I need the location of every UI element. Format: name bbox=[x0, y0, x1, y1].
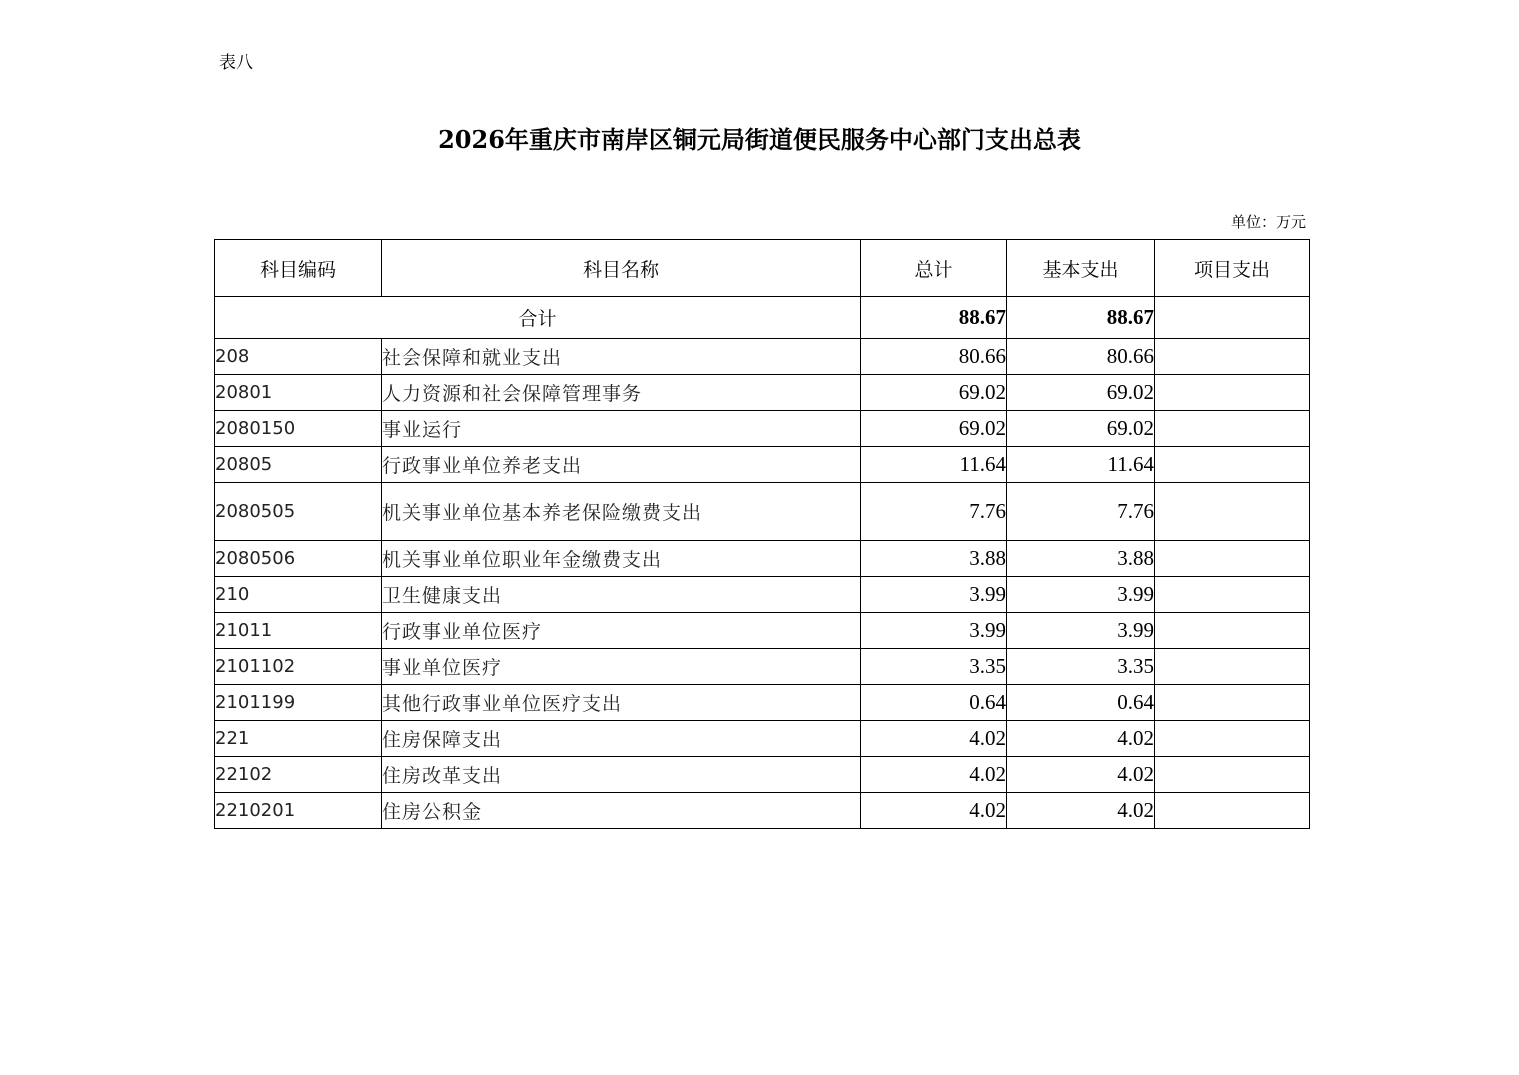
table-row bbox=[215, 541, 1310, 577]
row-project bbox=[1155, 375, 1310, 411]
row-code: 20805 bbox=[215, 447, 382, 483]
row-code: 22102 bbox=[215, 757, 382, 793]
header-code: 科目编码 bbox=[215, 240, 382, 297]
row-total: 4.02 bbox=[861, 721, 1007, 757]
total-project bbox=[1155, 297, 1310, 339]
row-code: 210 bbox=[215, 577, 382, 613]
row-code: 2101199 bbox=[215, 685, 382, 721]
row-name: 行政事业单位养老支出 bbox=[382, 447, 861, 483]
row-total: 3.99 bbox=[861, 613, 1007, 649]
row-name: 其他行政事业单位医疗支出 bbox=[382, 685, 861, 721]
row-code: 221 bbox=[215, 721, 382, 757]
row-project bbox=[1155, 721, 1310, 757]
table-row bbox=[215, 411, 1310, 447]
row-code: 2080505 bbox=[215, 483, 382, 541]
row-basic: 11.64 bbox=[1007, 447, 1155, 483]
row-name: 事业单位医疗 bbox=[382, 649, 861, 685]
row-project bbox=[1155, 541, 1310, 577]
table-row bbox=[215, 685, 1310, 721]
row-basic: 3.88 bbox=[1007, 541, 1155, 577]
row-project bbox=[1155, 411, 1310, 447]
row-total: 3.88 bbox=[861, 541, 1007, 577]
row-name: 人力资源和社会保障管理事务 bbox=[382, 375, 861, 411]
table-number: 表八 bbox=[219, 53, 253, 73]
document-title: 2026年重庆市南岸区铜元局街道便民服务中心部门支出总表 bbox=[438, 125, 1081, 154]
row-total: 7.76 bbox=[861, 483, 1007, 541]
row-basic: 4.02 bbox=[1007, 793, 1155, 829]
row-project bbox=[1155, 793, 1310, 829]
row-basic: 0.64 bbox=[1007, 685, 1155, 721]
row-basic: 80.66 bbox=[1007, 339, 1155, 375]
row-project bbox=[1155, 685, 1310, 721]
row-name: 卫生健康支出 bbox=[382, 577, 861, 613]
row-code: 2210201 bbox=[215, 793, 382, 829]
table-row bbox=[215, 721, 1310, 757]
header-name: 科目名称 bbox=[382, 240, 861, 297]
header-total: 总计 bbox=[861, 240, 1007, 297]
row-code: 208 bbox=[215, 339, 382, 375]
row-basic: 4.02 bbox=[1007, 721, 1155, 757]
header-basic: 基本支出 bbox=[1007, 240, 1155, 297]
row-name: 行政事业单位医疗 bbox=[382, 613, 861, 649]
row-project bbox=[1155, 757, 1310, 793]
table-row bbox=[215, 577, 1310, 613]
row-name: 社会保障和就业支出 bbox=[382, 339, 861, 375]
row-basic: 3.99 bbox=[1007, 613, 1155, 649]
row-project bbox=[1155, 339, 1310, 375]
row-project bbox=[1155, 447, 1310, 483]
unit-label: 单位：万元 bbox=[1230, 213, 1306, 231]
row-project bbox=[1155, 577, 1310, 613]
row-code: 2080506 bbox=[215, 541, 382, 577]
row-project bbox=[1155, 483, 1310, 541]
total-total: 88.67 bbox=[861, 297, 1007, 339]
row-name: 机关事业单位职业年金缴费支出 bbox=[382, 541, 861, 577]
row-code: 2080150 bbox=[215, 411, 382, 447]
expenditure-table bbox=[214, 239, 1310, 829]
row-basic: 69.02 bbox=[1007, 411, 1155, 447]
row-basic: 3.35 bbox=[1007, 649, 1155, 685]
row-project bbox=[1155, 613, 1310, 649]
row-basic: 69.02 bbox=[1007, 375, 1155, 411]
row-total: 4.02 bbox=[861, 793, 1007, 829]
table-row bbox=[215, 757, 1310, 793]
row-basic: 4.02 bbox=[1007, 757, 1155, 793]
row-basic: 3.99 bbox=[1007, 577, 1155, 613]
table-row bbox=[215, 339, 1310, 375]
row-name: 机关事业单位基本养老保险缴费支出 bbox=[382, 483, 861, 541]
row-name: 住房保障支出 bbox=[382, 721, 861, 757]
table-row bbox=[215, 793, 1310, 829]
row-total: 0.64 bbox=[861, 685, 1007, 721]
total-label: 合计 bbox=[215, 297, 861, 339]
row-total: 69.02 bbox=[861, 375, 1007, 411]
row-basic: 7.76 bbox=[1007, 483, 1155, 541]
row-total: 3.35 bbox=[861, 649, 1007, 685]
total-basic: 88.67 bbox=[1007, 297, 1155, 339]
table-row bbox=[215, 375, 1310, 411]
row-total: 69.02 bbox=[861, 411, 1007, 447]
table-row bbox=[215, 613, 1310, 649]
header-row bbox=[215, 240, 1310, 297]
row-total: 80.66 bbox=[861, 339, 1007, 375]
row-code: 21011 bbox=[215, 613, 382, 649]
row-code: 2101102 bbox=[215, 649, 382, 685]
row-code: 20801 bbox=[215, 375, 382, 411]
row-name: 住房公积金 bbox=[382, 793, 861, 829]
row-total: 3.99 bbox=[861, 577, 1007, 613]
row-total: 11.64 bbox=[861, 447, 1007, 483]
row-name: 事业运行 bbox=[382, 411, 861, 447]
table-row bbox=[215, 483, 1310, 541]
row-total: 4.02 bbox=[861, 757, 1007, 793]
table-row bbox=[215, 447, 1310, 483]
header-project: 项目支出 bbox=[1155, 240, 1310, 297]
total-row bbox=[215, 297, 1310, 339]
table-row bbox=[215, 649, 1310, 685]
row-name: 住房改革支出 bbox=[382, 757, 861, 793]
row-project bbox=[1155, 649, 1310, 685]
